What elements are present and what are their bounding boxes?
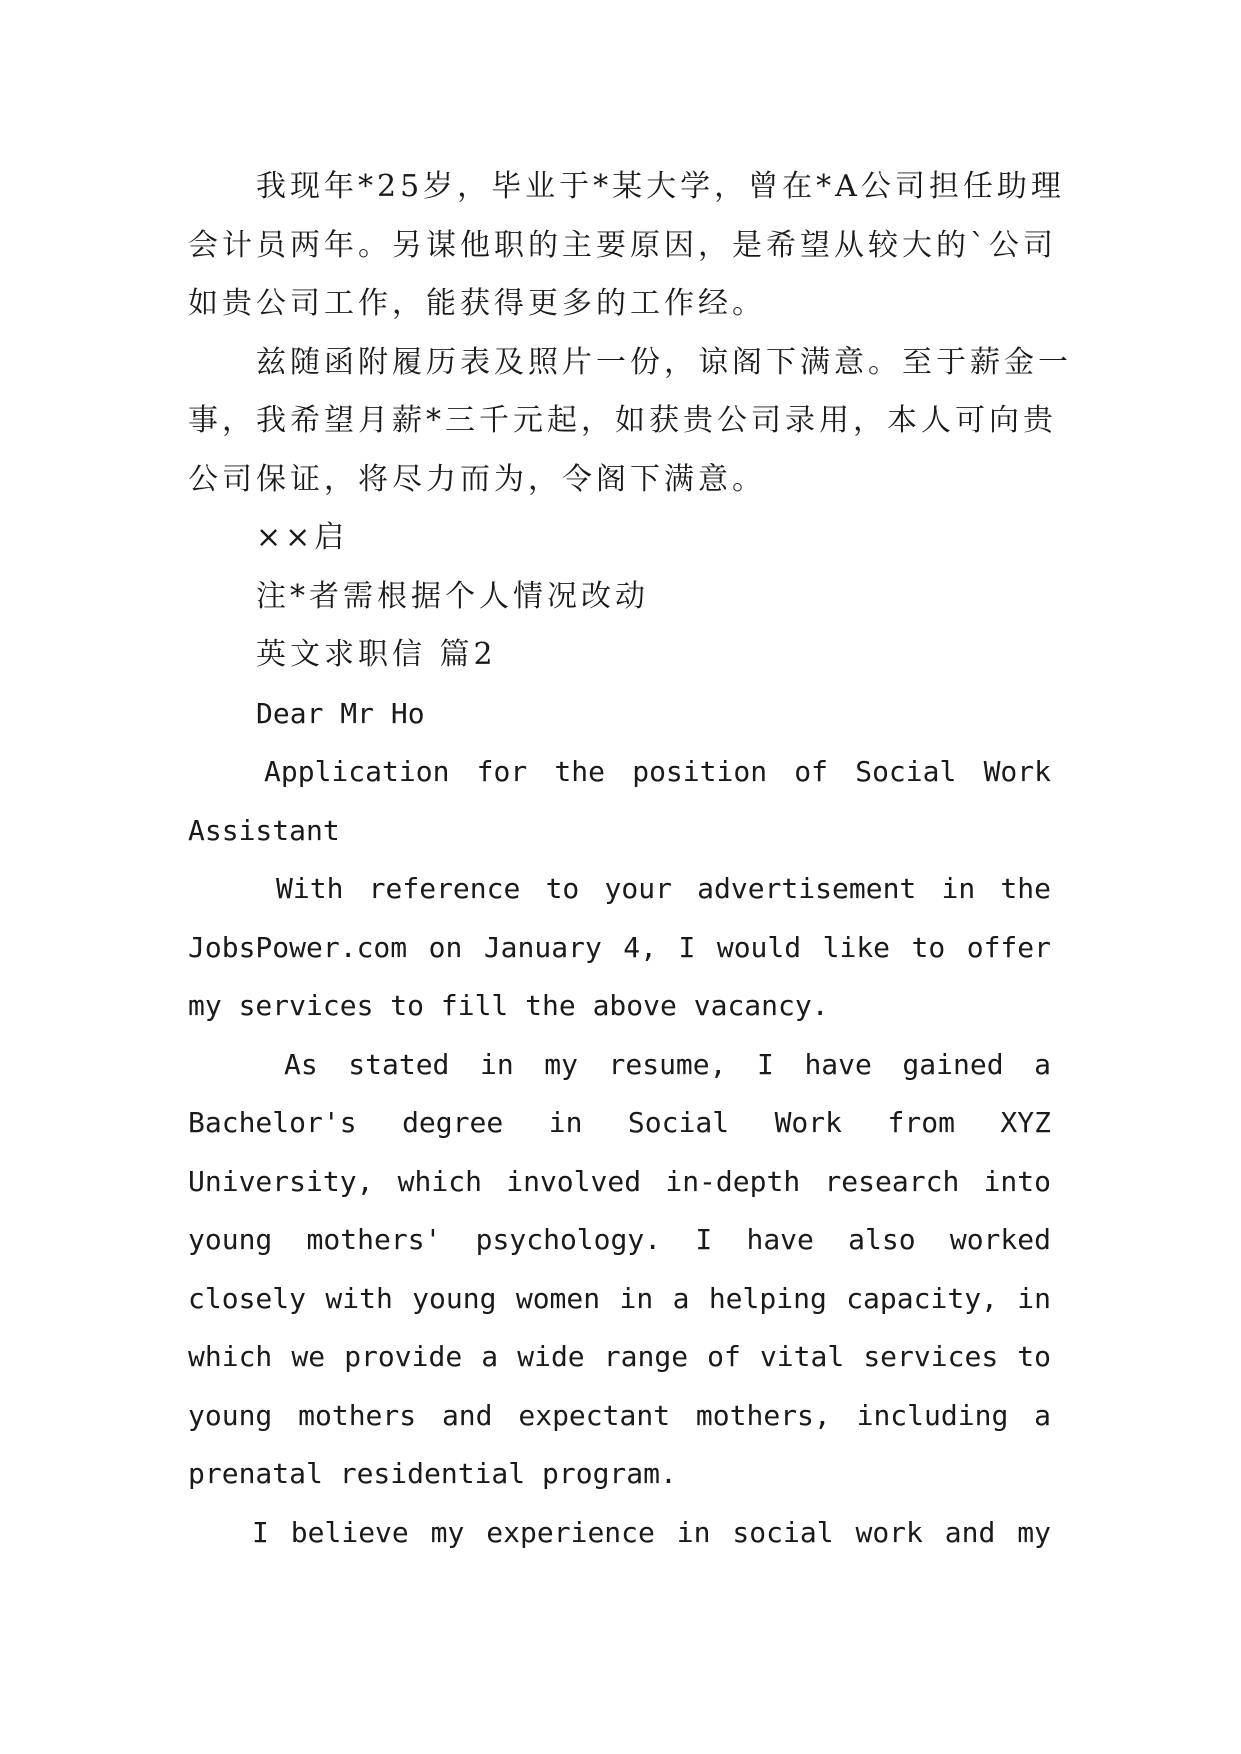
text-line: 如贵公司工作，能获得更多的工作经。	[188, 286, 766, 321]
text-line: Application for the position of Social Work	[264, 755, 1051, 788]
section-heading: 英文求职信 篇2	[256, 637, 497, 672]
text-line: my services to fill the above vacancy.	[188, 989, 829, 1022]
text-line: University, which involved in-depth research into	[188, 1164, 1051, 1198]
salutation-line: Dear Mr Ho	[256, 696, 425, 730]
text-line: 我现年*25岁，毕业于*某大学，曾在*A公司担任助理	[256, 169, 1065, 204]
text-line: I believe my experience in social work and my	[252, 1515, 1051, 1549]
text-line: 兹随函附履历表及照片一份，谅阁下满意。至于薪金一	[256, 344, 1072, 380]
text-line: which we provide a wide range of vital services to	[188, 1340, 1051, 1373]
text-line: 会计员两年。另谋他职的主要原因，是希望从较大的`公司	[188, 227, 1057, 263]
text-line: prenatal residential program.	[188, 1457, 677, 1490]
document-body	[188, 158, 1072, 1562]
text-line: 公司保证，将尽力而为，令阁下满意。	[188, 461, 766, 497]
text-line: young mothers and expectant mothers, including a	[188, 1398, 1051, 1432]
text-line: 事，我希望月薪*三千元起，如获贵公司录用，本人可向贵	[188, 403, 1057, 438]
text-line: Assistant	[188, 813, 340, 847]
text-line: JobsPower.com on January 4, I would like to offer	[188, 930, 1051, 964]
signature-line: ××启	[256, 520, 349, 555]
text-line: Bachelor's degree in Social Work from XYZ	[188, 1106, 1051, 1139]
text-line: With reference to your advertisement in the	[276, 872, 1051, 905]
text-line: closely with young women in a helping capacity, in	[188, 1281, 1051, 1315]
text-line: As stated in my resume, I have gained a	[284, 1047, 1051, 1081]
note-line: 注*者需根据个人情况改动	[256, 578, 649, 614]
text-line: young mothers' psychology. I have also worked	[188, 1223, 1051, 1256]
